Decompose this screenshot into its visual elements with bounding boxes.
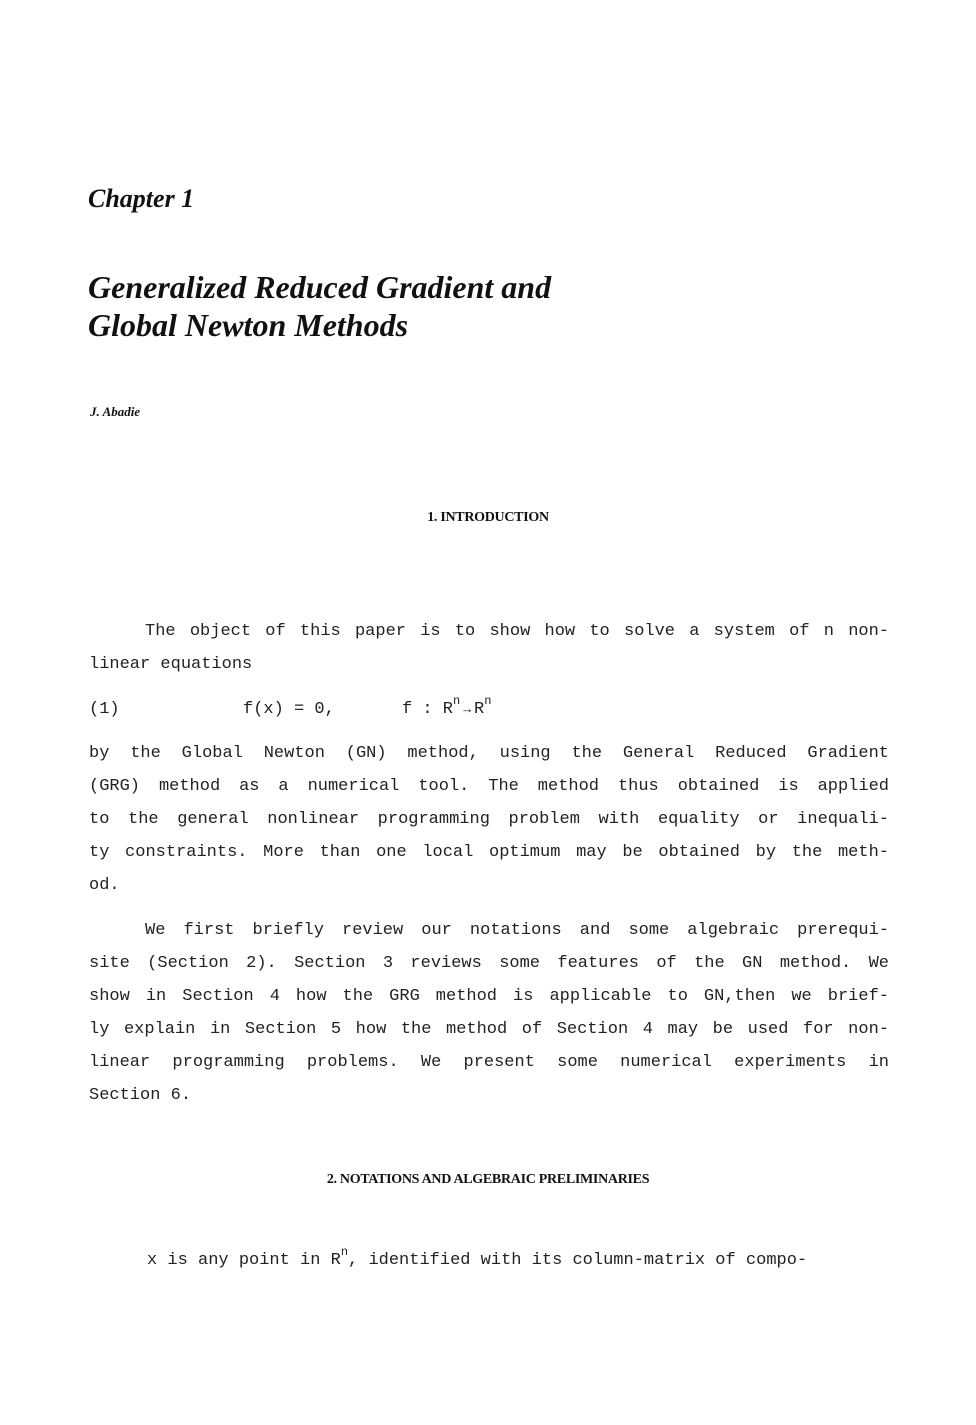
equation-superscript: n <box>484 694 492 708</box>
paragraph-text: , identified with its column-matrix of compo- <box>348 1251 808 1270</box>
paragraph-line: show in Section 4 how the GRG method is applicable to GN,then we brief- <box>89 987 889 1006</box>
equation-codomain: R <box>474 700 485 719</box>
chapter-title-line-2: Global Newton Methods <box>88 307 409 343</box>
paragraph-line: We first briefly review our notations and some algebraic prerequi- <box>145 921 889 940</box>
equation-superscript: n <box>453 694 461 708</box>
paragraph-line: ty constraints. More than one local optimum may be obtained by the meth- <box>89 843 889 862</box>
paragraph-line: ly explain in Section 5 how the method of Section 4 may be used for non- <box>89 1020 889 1039</box>
chapter-title-line-1: Generalized Reduced Gradient and <box>88 269 552 305</box>
equation-number: (1) <box>89 700 120 719</box>
section-2-heading: 2. NOTATIONS AND ALGEBRAIC PRELIMINARIES <box>326 1172 650 1187</box>
superscript: n <box>340 1245 349 1259</box>
arrow-icon: → <box>463 702 472 717</box>
paragraph-line: site (Section 2). Section 3 reviews some features of the GN method. We <box>89 954 889 973</box>
paragraph-line: Section 6. <box>89 1086 192 1105</box>
chapter-label: Chapter 1 <box>88 184 195 213</box>
equation-map-prefix: f : R <box>402 700 454 719</box>
paragraph-text: x is any point in R <box>147 1251 341 1270</box>
paragraph-line: (GRG) method as a numerical tool. The method thus obtained is applied <box>89 777 889 796</box>
author-name: J. Abadie <box>90 404 141 419</box>
paragraph-line: to the general nonlinear programming problem with equality or inequali- <box>89 810 889 829</box>
chapter-title <box>88 268 551 344</box>
section-1-heading: 1. INTRODUCTION <box>427 510 549 525</box>
paragraph-line <box>147 1245 808 1270</box>
paragraph-line: The object of this paper is to show how to solve a system of n non- <box>145 622 889 641</box>
equation-mapping <box>402 694 492 719</box>
paragraph-line: linear programming problems. We present some numerical experiments in <box>89 1053 889 1072</box>
paragraph-line: by the Global Newton (GN) method, using the General Reduced Gradient <box>89 744 889 763</box>
paragraph-line: linear equations <box>89 655 253 674</box>
paragraph-line: od. <box>89 876 120 895</box>
equation-lhs: f(x) = 0, <box>243 700 335 719</box>
